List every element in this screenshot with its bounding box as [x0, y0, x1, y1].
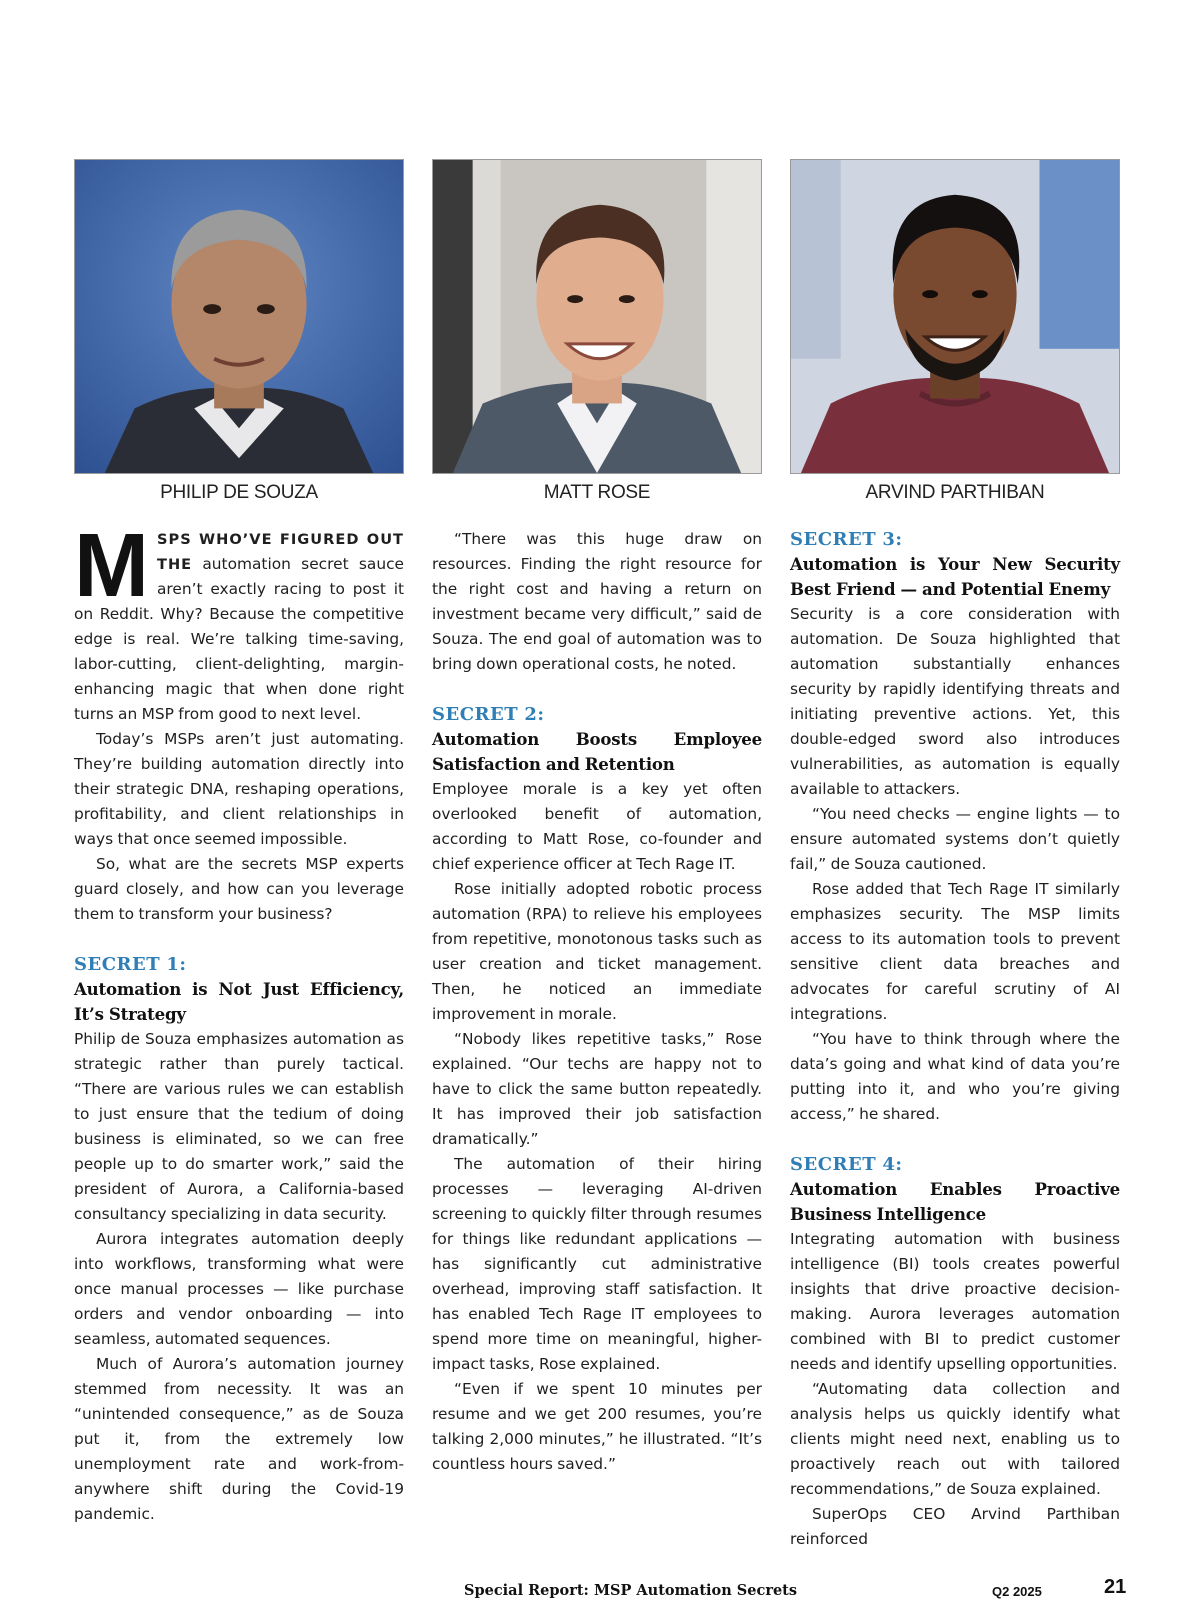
body-paragraph: So, what are the secrets MSP experts guard closely, and how can you leverage them to transform your business? [74, 855, 404, 923]
body-paragraph: Rose initially adopted robotic process automation (RPA) to relieve his employees from repetitive, monotonous tasks such as user creation and ticket management. Then, he noticed an immediate improvement in morale. [432, 880, 762, 1023]
photo-philip-de-souza [74, 159, 404, 474]
body-paragraph: “You need checks — engine lights — to ensure automated systems don’t quietly fail,” de Souza cautioned. [790, 805, 1120, 873]
body-paragraph: “You have to think through where the data’s going and what kind of data you’re putting into it, and who you’re giving access,” he shared. [790, 1030, 1120, 1123]
photo-caption: PHILIP DE SOUZA [160, 482, 318, 503]
body-paragraph: “There was this huge draw on resources. Finding the right resource for the right cost and having a return on investment became very difficult,” said de Souza. The end goal of automation was to bring down operational costs, he noted. [432, 530, 762, 673]
body-paragraph: “Even if we spent 10 minutes per resume and we get 200 resumes, you’re talking 2,000 minutes,” he illustrated. “It’s countless hours saved.” [432, 1380, 762, 1473]
body-paragraph: The automation of their hiring processes — leveraging AI-driven screening to quickly filter through resumes for things like redundant applications — has significantly cut administrative overhead, improving staff satisfaction. It has enabled Tech Rage IT employees to spend more time on meaningful, higher-impact tasks, Rose explained. [432, 1155, 762, 1373]
secret-4-label: SECRET 4: [790, 1154, 903, 1175]
secret-2-heading: Automation Boosts Employee Satisfaction and Retention [432, 729, 762, 774]
portrait-illustration [75, 160, 403, 473]
intro-paragraph [74, 516, 404, 727]
drop-cap: M [74, 516, 149, 616]
body-paragraph: Aurora integrates automation deeply into workflows, transforming what were once manual processes — like purchase orders and vendor onboarding — into seamless, automated sequences. [74, 1230, 404, 1348]
body-paragraph: Integrating automation with business intelligence (BI) tools creates powerful insights that drive proactive decision-making. Aurora leverages automation combined with BI to predict customer needs and identify upselling opportunities. [790, 1230, 1120, 1373]
body-paragraph: “Automating data collection and analysis helps us quickly identify what clients might need next, enabling us to proactively reach out with tailored recommendations,” de Souza explained. [790, 1380, 1120, 1498]
body-paragraph: SuperOps CEO Arvind Parthiban reinforced [790, 1505, 1120, 1548]
article-column-2 [432, 527, 762, 1477]
secret-1-label: SECRET 1: [74, 954, 187, 975]
footer-section-title: Special Report: MSP Automation Secrets [464, 1582, 798, 1599]
secret-2-label: SECRET 2: [432, 704, 545, 725]
intro-text: automation secret sauce aren’t exactly racing to post it on Reddit. Why? Because the competitive edge is real. We’re talking time-saving, labor-cutting, client-delighting, margin-enhancing magic that when done right turns an MSP from good to next level. [74, 555, 404, 723]
photo-arvind-parthiban [790, 159, 1120, 474]
body-paragraph: “Nobody likes repetitive tasks,” Rose explained. “Our techs are happy not to have to click the same button repeatedly. It has improved their job satisfaction dramatically.” [432, 1030, 762, 1148]
photo-matt-rose [432, 159, 762, 474]
page-number: 21 [1104, 1576, 1127, 1598]
footer-issue: Q2 2025 [992, 1584, 1042, 1599]
body-paragraph: Much of Aurora’s automation journey stemmed from necessity. It was an “unintended consequence,” as de Souza put it, from the extremely low unemployment rate and work-from-anywhere shift during the Covid-19 pandemic. [74, 1355, 404, 1523]
body-paragraph: Rose added that Tech Rage IT similarly emphasizes security. The MSP limits access to its automation tools to prevent sensitive client data breaches and advocates for careful scrutiny of AI integrations. [790, 880, 1120, 1023]
body-paragraph: Employee morale is a key yet often overlooked benefit of automation, according to Matt Rose, co-founder and chief experience officer at Tech Rage IT. [432, 780, 762, 873]
secret-4-heading: Automation Enables Proactive Business Intelligence [790, 1179, 1120, 1224]
lead-in-caps: SPS WHO’VE FIGURED OUT THE [156, 531, 404, 573]
body-paragraph: Today’s MSPs aren’t just automating. They’re building automation directly into their strategic DNA, reshaping operations, profitability, and client relationships in ways that once seemed impossible. [74, 730, 404, 848]
body-paragraph: Security is a core consideration with automation. De Souza highlighted that automation substantially enhances security by rapidly identifying threats and initiating preventive actions. Yet, this double-edged sword also introduces vulnerabilities, as automation is equally available to attackers. [790, 605, 1120, 798]
secret-3-label: SECRET 3: [790, 529, 903, 550]
article-column-3 [790, 527, 1120, 1552]
secret-1-heading: Automation is Not Just Efficiency, It’s Strategy [74, 979, 404, 1024]
secret-3-heading: Automation is Your New Security Best Friend — and Potential Enemy [790, 554, 1120, 599]
portrait-illustration [791, 160, 1119, 473]
article-column-1 [74, 516, 404, 1527]
body-paragraph: Philip de Souza emphasizes automation as strategic rather than purely tactical. “There are various rules we can establish to just ensure that the tedium of doing business is eliminated, so we can free people up to do smarter work,” said the president of Aurora, a California-based consultancy specializing in data security. [74, 1030, 404, 1223]
photo-caption: MATT ROSE [543, 482, 651, 503]
portrait-illustration [433, 160, 761, 473]
photo-caption: ARVIND PARTHIBAN [865, 482, 1045, 503]
